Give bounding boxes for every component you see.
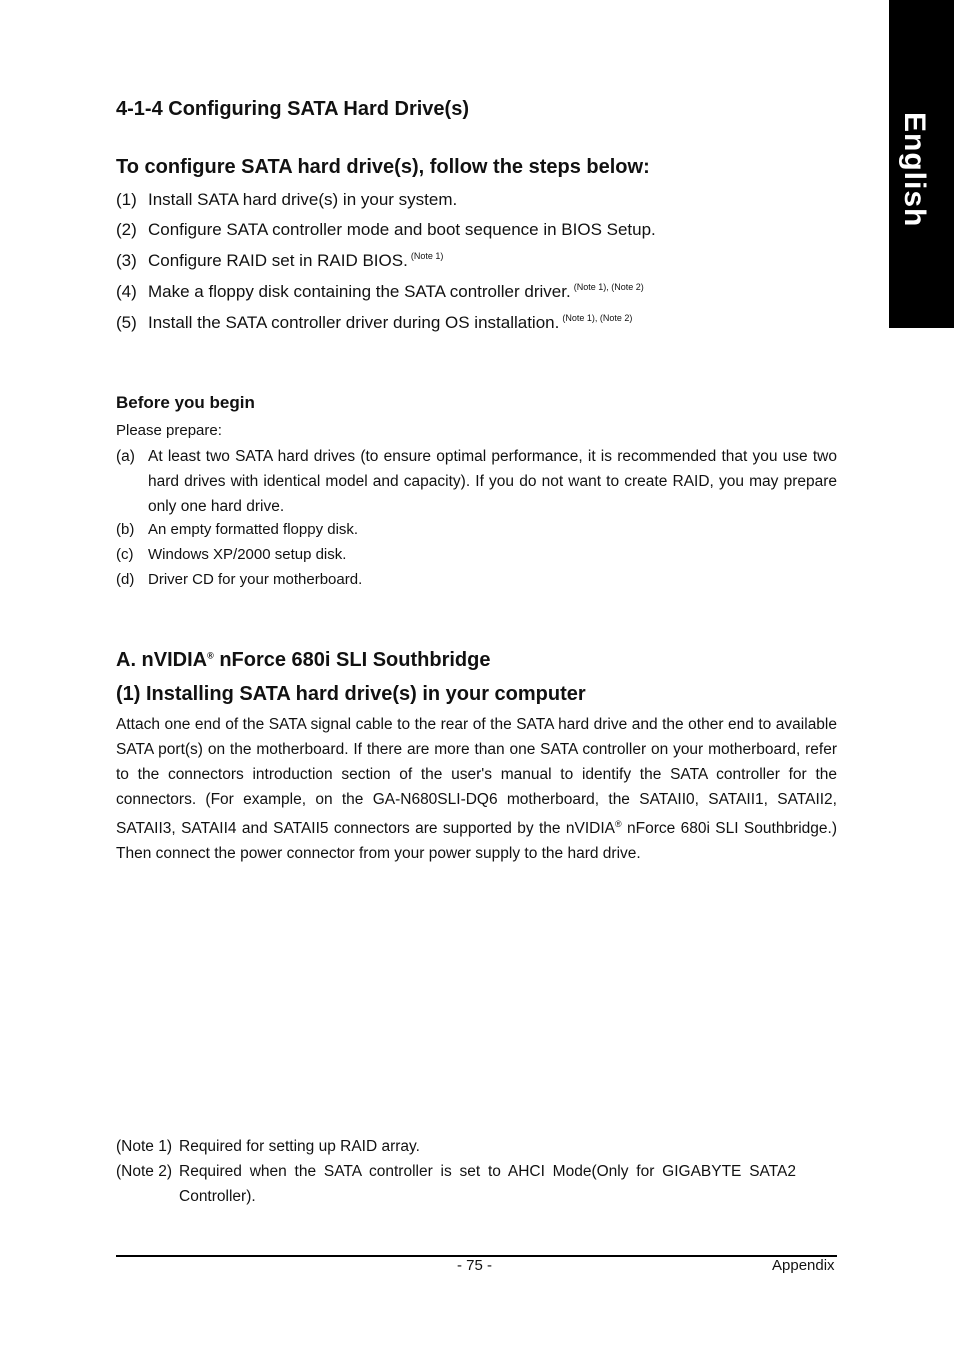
install-paragraph-part2: nForce 680i SLI Southbridge.) Then connect the power connector from your power supply to the hard drive. <box>116 820 837 863</box>
footnote-text: Required for setting up RAID array. <box>179 1138 420 1155</box>
step-number: (2) <box>116 220 137 239</box>
step-item <box>116 251 443 271</box>
footnote <box>116 1134 796 1159</box>
step-number: (1) <box>116 190 137 209</box>
footnote <box>116 1159 796 1209</box>
step-text: Make a floppy disk containing the SATA controller driver. <box>148 282 571 301</box>
section-a-heading <box>116 649 490 672</box>
prep-text: Windows XP/2000 setup disk. <box>148 546 347 563</box>
section-heading: 4-1-4 Configuring SATA Hard Drive(s) <box>116 98 469 120</box>
prep-label: (a) <box>116 448 135 465</box>
prep-text: An empty formatted floppy disk. <box>148 521 359 538</box>
footnote-text: Required when the SATA controller is set to AHCI Mode(Only for GIGABYTE SATA2 Controller). <box>179 1163 796 1205</box>
before-heading: Before you begin <box>116 393 255 412</box>
prep-item <box>116 444 837 519</box>
footnote-label: (Note 1) <box>116 1138 172 1155</box>
page-number: - 75 - <box>457 1257 493 1274</box>
install-paragraph-part1: Attach one end of the SATA signal cable to the rear of the SATA hard drive and the other end to available SATA port(s) on the motherboard. If there are more than one SATA controller on your motherboard, refer to the connectors introduction section of the user's manual to identify the SATA controller for the connectors. (For example, on the GA-N680SLI-DQ6 motherboard, the SATAII0, SATAII1, SATAII2, SATAII3, SATAII4 and SATAII5 connectors are supported by the nVIDIA <box>116 716 837 838</box>
footnote-label: (Note 2) <box>116 1163 172 1180</box>
language-tab <box>889 0 954 328</box>
prep-label: (b) <box>116 521 135 538</box>
section-a-suffix: nForce 680i SLI Southbridge <box>213 649 491 671</box>
install-paragraph <box>116 712 837 866</box>
step-text: Install the SATA controller driver during OS installation. <box>148 313 560 332</box>
step-note: (Note 1) <box>410 251 444 261</box>
step-number: (3) <box>116 251 137 270</box>
step-text: Configure RAID set in RAID BIOS. <box>148 251 408 270</box>
steps-heading: To configure SATA hard drive(s), follow the steps below: <box>116 156 650 178</box>
registered-mark: ® <box>614 819 622 829</box>
step-note: (Note 1), (Note 2) <box>573 282 644 292</box>
before-intro: Please prepare: <box>116 422 222 439</box>
prep-text: At least two SATA hard drives (to ensure optimal performance, it is recommended that you use two hard drives with identical model and capacity). If you do not want to create RAID, you may prepare only one hard drive. <box>148 448 837 515</box>
step-item <box>116 313 632 333</box>
step-number: (4) <box>116 282 137 301</box>
step-text: Install SATA hard drive(s) in your system. <box>148 190 458 209</box>
install-subheading: (1) Installing SATA hard drive(s) in your computer <box>116 683 586 705</box>
step-item <box>116 282 644 302</box>
prep-text: Driver CD for your motherboard. <box>148 571 363 588</box>
step-number: (5) <box>116 313 137 332</box>
registered-mark: ® <box>207 650 214 661</box>
step-item <box>116 220 659 240</box>
language-tab-label: English <box>898 112 931 228</box>
section-a-prefix: A. nVIDIA <box>116 649 208 671</box>
prep-label: (d) <box>116 571 135 588</box>
step-note: (Note 1), (Note 2) <box>562 313 633 323</box>
prep-label: (c) <box>116 546 134 563</box>
footer-section: Appendix <box>772 1257 835 1274</box>
step-text: Configure SATA controller mode and boot sequence in BIOS Setup. <box>148 220 656 239</box>
step-item <box>116 190 460 210</box>
